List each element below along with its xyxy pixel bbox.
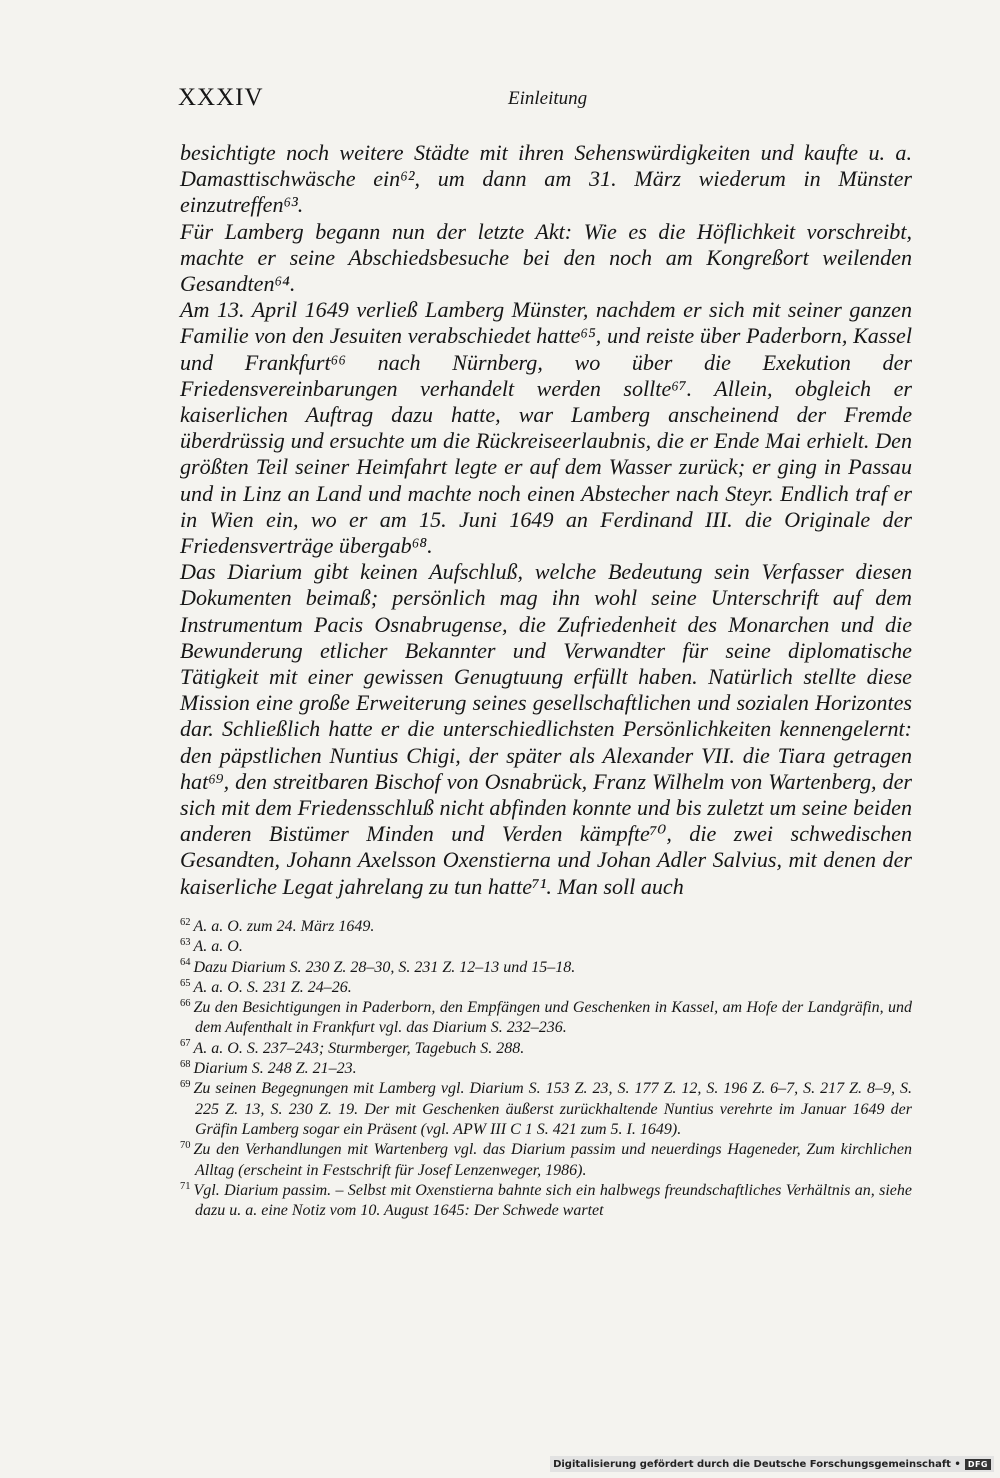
- footnote-text: A. a. O.: [193, 938, 243, 956]
- footnote-number: 62: [180, 916, 191, 928]
- footnote-text: Zu den Verhandlungen mit Wartenberg vgl. das Diarium passim und neuerdings Hageneder, Zum kirchlichen Alltag (erscheint in Festschrift für Josef Lenzenweger, 1986).: [193, 1141, 912, 1179]
- footnote: [180, 1140, 912, 1181]
- footnote-number: 69: [180, 1079, 191, 1091]
- footnote-number: 70: [180, 1139, 191, 1151]
- page-number: XXXIV: [178, 84, 264, 111]
- paragraph: Am 13. April 1649 verließ Lamberg Münster, nachdem er sich mit seiner ganzen Familie von den Jesuiten verabschiedet hatte⁶⁵, und reiste über Paderborn, Kassel und Frankfurt⁶⁶ nach Nürnberg, wo über die Exekution der Friedensvereinbarungen verhandelt werden sollte⁶⁷. Allein, obgleich er kaiserlichen Auftrag dazu hatte, war Lamberg anscheinend der Fremde überdrüssig und ersuchte um die Rückreiseerlaubnis, die er Ende Mai erhielt. Den größten Teil seiner Heimfahrt legte er auf dem Wasser zurück; er ging in Passau und in Linz an Land und machte noch einen Abstecher nach Steyr. Endlich traf er in Wien ein, wo er am 15. Juni 1649 an Ferdinand III. die Originale der Friedensverträge übergab⁶⁸.: [180, 297, 912, 559]
- paragraph: Das Diarium gibt keinen Aufschluß, welche Bedeutung sein Verfasser diesen Dokumenten beimaß; persönlich mag ihn wohl seine Unterschrift auf dem Instrumentum Pacis Osnabrugense, die Zufriedenheit des Monarchen und die Bewunderung etlicher Bekannter und Verwandter für seine diplomatische Tätigkeit mit einer gewissen Genugtuung erfüllt haben. Natürlich stellte diese Mission eine große Erweiterung seines gesellschaftlichen und sozialen Horizontes dar. Schließlich hatte er die unterschiedlichsten Persönlichkeiten kennengelernt: den päpstlichen Nuntius Chigi, der später als Alexander VII. die Tiara getragen hat⁶⁹, den streitbaren Bischof von Osnabrück, Franz Wilhelm von Wartenberg, der sich mit dem Friedensschluß nicht abfinden konnte und bis zuletzt um seine beiden anderen Bistümer Minden und Verden kämpfte⁷⁰, die zwei schwedischen Gesandten, Johann Axelsson Oxenstierna und Johan Adler Salvius, mit denen der kaiserliche Legat jahrelang zu tun hatte⁷¹. Man soll auch: [180, 559, 912, 899]
- footnote: [180, 1079, 912, 1140]
- footnote: [180, 1181, 912, 1222]
- footnote-number: 68: [180, 1058, 191, 1070]
- footnote: [180, 978, 912, 998]
- footnote-text: Diarium S. 248 Z. 21–23.: [193, 1060, 357, 1078]
- footnote-text: Vgl. Diarium passim. – Selbst mit Oxenstierna bahnte sich ein halbwegs freundschaftliches Verhältnis an, siehe dazu u. a. eine Notiz vom 10. August 1645: Der Schwede wartet: [193, 1181, 912, 1220]
- footnote: [180, 998, 912, 1039]
- paragraph: Für Lamberg begann nun der letzte Akt: Wie es die Höflichkeit vorschreibt, machte er seine Abschiedsbesuche bei den noch am Kongreßort weilenden Gesandten⁶⁴.: [180, 218, 912, 297]
- footnote-text: Zu seinen Begegnungen mit Lamberg vgl. Diarium S. 153 Z. 23, S. 177 Z. 12, S. 196 Z. 6–7, S. 217 Z. 8–9, S. 225 Z. 13, S. 230 Z. 19. Der mit Geschenken äußerst zurückhaltende Nuntius verehrte im Januar 1649 der Gräfin Lamberg sogar ein Präsent (vgl. APW III C 1 S. 421 zum 5. I. 1649).: [193, 1080, 912, 1138]
- footnote-number: 64: [180, 957, 191, 969]
- footnote: [180, 937, 912, 957]
- footnote-number: 66: [180, 997, 191, 1009]
- footnote-text: A. a. O. zum 24. März 1649.: [193, 918, 375, 935]
- paragraph: besichtigte noch weitere Städte mit ihren Sehenswürdigkeiten und kaufte u. a. Damasttischwäsche ein⁶², um dann am 31. März wiederum in Münster einzutreffen⁶³.: [180, 140, 912, 218]
- digitization-text: Digitalisierung gefördert durch die Deutsche Forschungsgemeinschaft •: [553, 1458, 961, 1470]
- footnote: [180, 958, 912, 978]
- main-text: [180, 140, 912, 900]
- footnote: [180, 1059, 912, 1079]
- footnote-number: 65: [180, 977, 191, 989]
- footnote: [180, 917, 912, 937]
- footnote-text: A. a. O. S. 237–243; Sturmberger, Tagebuch S. 288.: [193, 1039, 525, 1057]
- digitization-note: [550, 1456, 994, 1472]
- footnotes: [180, 917, 912, 1221]
- running-head: Einleitung: [508, 88, 588, 109]
- dfg-logo-icon: DFG: [965, 1459, 991, 1470]
- footnote-number: 67: [180, 1038, 191, 1050]
- footnote-text: Zu den Besichtigungen in Paderborn, den Empfängen und Geschenken in Kassel, am Hofe der Landgräfin, und dem Aufenthalt in Frankfurt vgl. das Diarium S. 232–236.: [193, 999, 912, 1037]
- footnote-number: 71: [180, 1180, 191, 1192]
- footnote-number: 63: [180, 936, 191, 948]
- footnote-text: Dazu Diarium S. 230 Z. 28–30, S. 231 Z. 12–13 und 15–18.: [193, 958, 576, 976]
- footnote: [180, 1039, 912, 1059]
- footnote-text: A. a. O. S. 231 Z. 24–26.: [193, 978, 352, 996]
